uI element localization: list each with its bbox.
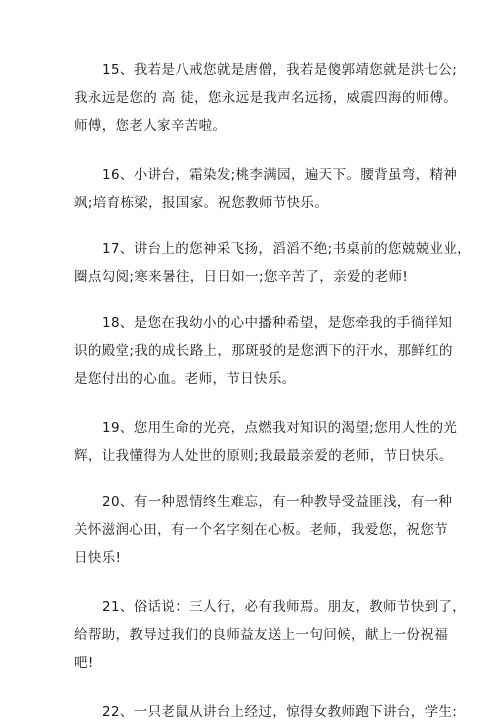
text-line: 16、小讲台，霜染发;桃李满园，遍天下。腰背虽弯，精神 [102, 167, 458, 183]
text-line: 17、讲台上的您神采飞扬，滔滔不绝;书桌前的您兢兢业业， [102, 241, 472, 257]
text-line: 15、我若是八戒您就是唐僧，我若是傻郭靖您就是洪七公; [102, 62, 458, 78]
paragraph-17 [74, 235, 472, 291]
paragraph-16 [74, 161, 458, 217]
text-line: 21、俗话说：三人行，必有我师焉。朋友，教师节快到了， [102, 599, 467, 615]
text-line: 飒;培育栋梁，报国家。祝您教师节快乐。 [74, 195, 329, 211]
text-line: 22、一只老鼠从讲台上经过，惊得女教师跑下讲台，学生: [102, 704, 458, 720]
text-line: 给帮助，教导过我们的良师益友送上一句问候，献上一份祝福 [74, 627, 448, 643]
text-line: 圈点勾阅;寒来暑往，日日如一;您辛苦了，亲爱的老师! [74, 269, 409, 285]
text-line: 20、有一种恩情终生难忘，有一种教导受益匪浅，有一种 [102, 494, 453, 510]
text-line: 19、您用生命的光亮，点燃我对知识的渴望;您用人性的光 [102, 420, 458, 436]
text-line: 18、是您在我幼小的心中播种希望，是您牵我的手徜徉知 [102, 315, 453, 331]
paragraph-15 [74, 56, 458, 140]
paragraph-18 [74, 309, 453, 393]
text-line: 辉，让我懂得为人处世的原则;我最最亲爱的老师，节日快乐。 [74, 448, 453, 464]
paragraph-22 [74, 698, 458, 726]
text-line: 日快乐! [74, 550, 122, 566]
text-line: 识的殿堂;我的成长路上，那斑驳的是您洒下的汗水，那鲜红的 [74, 343, 453, 359]
text-line: 是您付出的心血。老师，节日快乐。 [74, 371, 296, 387]
paragraph-19 [74, 414, 458, 470]
paragraph-21 [74, 593, 467, 677]
text-line: 吧! [74, 655, 94, 671]
text-line: 关怀滋润心田，有一个名字刻在心板。老师，我爱您，祝您节 [74, 522, 448, 538]
text-line: 师傅，您老人家辛苦啦。 [74, 118, 227, 134]
paragraph-20 [74, 488, 453, 572]
text-line: 我永远是您的 高 徒，您永远是我声名远扬，威震四海的师傅。 [74, 90, 458, 106]
